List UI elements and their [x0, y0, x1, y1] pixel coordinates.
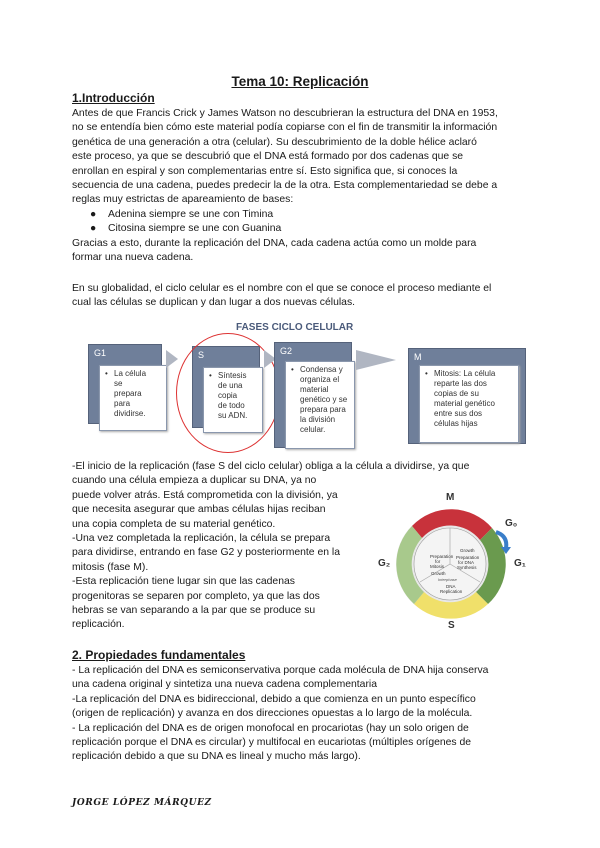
- text-line: replicación porque el DNA es circular) y multifocal en eucariotas (múltiples orígenes de: [72, 737, 472, 749]
- phase-description: • La célula se prepara para dividirse.: [99, 365, 167, 431]
- phase-box-m: [408, 348, 526, 444]
- list-item: ● Adenina siempre se une con Timina: [72, 208, 528, 222]
- text-line: cual las células se duplican y dan lugar a dos nuevas células.: [72, 297, 356, 309]
- bullet-icon: •: [425, 369, 428, 378]
- phase-description: • Condensa y organiza el material genético y se prepara para la división celular.: [285, 361, 355, 449]
- text-line: replicación debido a que su DNA es lineal y mucho más largo).: [72, 751, 361, 763]
- text-line: reglas muy estrictas de apareamiento de bases:: [72, 194, 294, 206]
- text-line: este proceso, ya que se descubrió que el DNA está formado por dos cadenas que se: [72, 151, 464, 163]
- text-line: no se entendía bien cómo este material podía copiarse con el fin de transmitir la información: [72, 122, 498, 134]
- text-line: - La replicación del DNA es de origen monofocal en procariotas (hay un solo origen de: [72, 722, 469, 734]
- text-line: - La replicación del DNA es semiconservativa porque cada molécula de DNA hija conserva: [72, 665, 489, 676]
- bullet-icon: •: [105, 369, 108, 378]
- text-line: progenitoras se separen por completo, ya que las dos: [72, 590, 320, 602]
- phase-box-g1: [88, 344, 162, 424]
- phase-description: • Síntesis de una copia de todo su ADN.: [203, 367, 263, 433]
- text-line: mitosis (fase M).: [72, 561, 149, 573]
- phase-label: S: [198, 350, 205, 360]
- inner-label: for DNA: [458, 560, 475, 565]
- properties-paragraph: [72, 664, 528, 765]
- cell-cycle-diagram: [368, 492, 528, 632]
- section-heading-properties: 2. Propiedades fundamentales: [72, 648, 246, 662]
- text-line: En su globalidad, el ciclo celular es el nombre con el que se conoce el proceso mediante el: [72, 283, 492, 294]
- text-line: formar una nueva cadena.: [72, 252, 194, 264]
- phases-diagram: [86, 322, 526, 450]
- text-line: cuando una célula empieza a duplicar su DNA, ya no: [72, 475, 317, 487]
- section-heading-intro: 1.Introducción: [72, 91, 155, 105]
- phase-description: • Mitosis: La célula reparte las dos copias de su material genético entre sus dos células hijas: [419, 365, 519, 443]
- text-line: para dividirse, entrando en fase G2 y posteriormente en la: [72, 547, 341, 559]
- cell-cycle-graphic: [368, 492, 528, 632]
- text-line: Antes de que Francis Crick y James Watson no descubrieran la estructura del DNA en 1953,: [72, 108, 498, 119]
- phase-label-g0: G₀: [505, 518, 518, 529]
- text-line: -El inicio de la replicación (fase S del ciclo celular) obliga a la célula a dividirse, ya que: [72, 461, 470, 472]
- inner-label: Mitosis: [430, 564, 445, 569]
- bullet-icon: ●: [90, 223, 97, 235]
- phase-label: G1: [94, 348, 107, 358]
- text-line: hebras se van separando a la par que se produce su: [72, 605, 316, 617]
- inner-label: for: [435, 559, 441, 564]
- inner-label: Growth: [431, 571, 446, 576]
- inner-label: Interphase: [438, 577, 457, 582]
- inner-label: Synthesis: [457, 565, 477, 570]
- inner-label: DNA: [446, 584, 456, 589]
- cycle-intro-paragraph: [72, 282, 528, 311]
- text-line: que necesita asegurar que ambas células hijas reciban: [72, 504, 326, 516]
- text-line: -Una vez completada la replicación, la célula se prepara: [72, 533, 331, 545]
- inner-label: Preparation: [456, 555, 480, 560]
- phase-label: M: [414, 352, 422, 362]
- text-line: puede volver atrás. Está comprometida con la división, ya: [72, 489, 338, 501]
- intro-paragraph: [72, 107, 528, 265]
- bullet-icon: ●: [90, 208, 97, 220]
- phase-label-m: M: [446, 492, 455, 503]
- inner-label: Replication: [440, 589, 463, 594]
- base-pairing-list: [72, 208, 528, 237]
- phases-diagram-title: FASES CICLO CELULAR: [236, 322, 354, 333]
- phase-label-s: S: [448, 620, 455, 631]
- text-line: enrollan en espiral y son complementarias entre sí. Esto significa que, si conoces la: [72, 165, 458, 177]
- phase-label-g1: G₁: [514, 558, 526, 569]
- inner-label: Preparation: [430, 554, 454, 559]
- text-line: Gracias a esto, durante la replicación del DNA, cada cadena actúa como un molde para: [72, 237, 477, 249]
- text-line: genética de una generación a otra (celular). Su descubrimiento de la doble hélice aclaró: [72, 136, 477, 148]
- phase-box-g2: [274, 342, 352, 448]
- text-line: secuencia de una cadena, puedes predecir la de la otra. Esta complementariedad se debe a: [72, 180, 498, 192]
- arrow-right-icon: [166, 350, 178, 368]
- list-item: ● Citosina siempre se une con Guanina: [72, 222, 528, 236]
- phase-label-g2: G₂: [378, 558, 391, 569]
- text-line: -Esta replicación tiene lugar sin que las cadenas: [72, 576, 295, 588]
- author-footer: JORGE LÓPEZ MÁRQUEZ: [72, 798, 212, 808]
- phase-label: G2: [280, 346, 293, 356]
- bullet-icon: •: [291, 365, 294, 374]
- text-line: una copia completa de su material genético.: [72, 518, 276, 530]
- text-line: -La replicación del DNA es bidireccional, debido a que comienza en un punto específico: [72, 693, 476, 705]
- bullet-icon: •: [209, 371, 212, 380]
- text-line: replicación.: [72, 619, 125, 631]
- page-title: Tema 10: Replicación: [231, 74, 369, 89]
- text-line: (origen de replicación) y avanza en dos direcciones opuestas a lo largo de la molécula.: [72, 708, 473, 720]
- text-line: una cadena original y sintetiza una nueva cadena complementaria: [72, 679, 377, 691]
- arrow-right-icon: [356, 350, 396, 370]
- inner-label: Growth: [460, 548, 475, 553]
